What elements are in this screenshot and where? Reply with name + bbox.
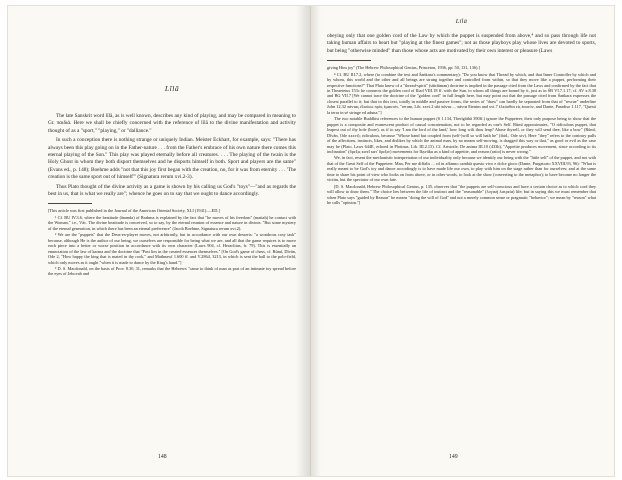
body-paragraph: The late Sanskrit word līlā, as is well known, describes any kind of playing, and may be compared in meaning to Gr. παιδιά. Here we shall be chiefly concerned with the reference of līlā to the divine manifestation and activity thought of as a "sport," "playing," or "dalliance." (48, 113, 296, 134)
footnote: ² We are the "puppets" that the Deus-ex-player moves, not arbitrarily, but in accordance with our own desserts: "a wondrous cosy task" because, although He is the author of our being, we ourselves are responsible for being what we are, and all that the game requires is to move each piece into a better or worse position in accordance with its own character (Laws 904, cf. Heraclitus, fr. 79). This is essentially an enunciation of the law of karma and the doctrine that "Past lies in the created essences themselves." [On God's game of chess, cf. Rūmī, Dīvān, Ode 2, "How happy the king that is mated in thy rook," and Mathnawī 1.600 ff. and V.2864, 3213, in which is sent the ball to the polo-field, which only moves as it ought "when it is made to dance by the King's hand."] (48, 232, 296, 265)
footnote: giving Him joy" (The Hebrew Philosophical Genius, Princeton, 1936, pp. 50, 131, 136).] (327, 65, 480, 71)
footnote-rule (48, 203, 92, 204)
left-page (8, 6, 311, 476)
running-head: Līlā (455, 18, 468, 25)
footnote: ⁴ Cf. BU III.7.2, where (to combine the text and Śaṅkara's commentary): "Do you know that Thread by which, and that Inner Controller by which and by whom, this world and the other and all beings are strung together and controlled from within, so that they move like a puppet, performing their respective functions?" That Plato knew of a "thread-spirit" (sūtrātman) doctrine is implied in the passage cited from the Laws and confirmed by the fact that in Theaetetus 153c he connects the golden cord of Iliad VIII.18 ff. with the Sun, to whom all things are bound by it, just as in ŚB VI.7.1.17; cf. AV x.8.38 and BG VII.7 [We cannot trace the doctrine of the "golden cord" in full length here, but may point out that the passage cited from Śaṅkara expresses the closest parallel to it; but that in this text, totally in middle and passive forms, the series of "draw" can hardly be separated from that of "rescue" underline John 12.32 πάντας ἑλκύσω πρὸς ἐμαυτόν, "rerum, Lib. xxvi.2 ubi πάντα ... πάντα Etenim and xvi.7 ἑλκύσθαι εἰς ἑαυτόν, and Dante, Paradiso 1.117, "Questi la terra in sé stringe ed aduna."] (327, 71, 596, 115)
body-paragraph: Thus Plato thought of the divine activity as a game is shown by his calling us God's "toys"—"and as regards the best in us, that is what we really are"; whence he goes on to say that we ought to dance accordingly. (48, 183, 296, 198)
page-number: 149 (449, 454, 458, 460)
body-paragraph: obeying only that one golden cord of the Law by which the puppet is suspended from above,⁴ and so pass through life not taking human affairs to heart but "playing at the finest games"; not as those playboys play whose lives are devoted to sports, but being "otherwise minded" than those whose acts are motivated by their own interest or pleasure (Laws (327, 33, 596, 54)
chapter-title: Līlā (164, 84, 180, 93)
right-page (311, 6, 614, 476)
footnote-rule (327, 60, 371, 61)
gutter-shadow (296, 6, 310, 476)
body-paragraph: In such a conception there is nothing strange or uniquely Indian. Meister Eckhart, for example, says: "There has always been this play going on in the Father-nature . . . from the Father's embrace of his own nature there comes this eternal playing of the Son." This play was played eternally before all creatures. . . . The playing of the twain is the Holy Ghost in whom they both disport themselves and he disports himself in both. Sport and players are the same" (Evans ed., p. 148); Boehme adds "not that this joy first began with the creation, no, for it was from eternity . . . 'The creation is the same sport out of himself'" (Signatura rerum xvi.2-3). (48, 137, 296, 181)
footnote: We, in fact, resent the mechanistic interpretation of our individuality only because we identify our being with the "little self" of the puppet, and not with that of the Great Self of the Puppeteer. Man, Per me diffalis ... cd in affanno cambià questo vivo e dolce gioco (Dante, Purgatorio XXVIII.93, 96): "What is really meant to be God's toy and dance accordingly is to have made life our own, to play with him on the stage rather than for ourselves; and at the same time to share his point of view who looks on from above, or in other words, to look at the show (converting to the metaphor); to have become no longer the victim, but the spectator of our own fate. (327, 155, 596, 183)
footnote: [This article was first published in the Journal of the American Oriental Society, XLI (1941).—ED.] (48, 208, 220, 214)
footnote: ¹ Cf. BU IV.3.6, where the beatitude (ānanda) of Brahma is explained by the fact that "he moves of his freedom" (mattaḥ) he contact with the Woman," i.e., Vāc. The divine beatitude is conceived, so to say, by the eternal reunion of essence and nature in divinis. "But some mystery of the eternal generation, in which there has been an eternal preference" (Jacob Boehme, Signatura rerum xvi.2). (48, 214, 296, 231)
page-number: 148 (158, 454, 167, 460)
gutter-shadow (311, 6, 321, 476)
book-spread (8, 6, 614, 476)
footnote: [D. S. Macdonald, Hebrew Philosophical Genius, p. 135, observes that "the puppets are self-conscious and have a certain choice as to which cord they will allow to draw them." The choice lies between the life of instinct and the "reasonable" (λογικὴ λατρεία) life; but in saying this we must remember that when Plato says "guided by Reason" he means "doing the will of God" and not a merely common sense or pragmatic "behavior"; we mean by "reason" what he calls "opinion."] (327, 183, 596, 206)
footnote: The two notable Buddhist references to the human puppet (S 1.134, Therīgāthā 390ff.) ignore the Puppeteer, their only purpose being to show that the puppet is a composite and evanescent product of causal concatenation, not to be regarded as one's Self. Rūmī approximates, "O ridiculous puppet, that leapest out of thy hole (bore), as if to say 'I am the lord of the land,' how long wilt thou leap? Abase thyself, or they will send thee, like a bow" (Rūmī, Dīvān, Ode xxxvi); ridiculous, because "Whose hand but coupled from (self-)will so will hath he" (ibid., Ode xiv). Here "they" refers to the contrary pulls of the affections, instincts, likes, and dislikes by which the animal man, by no means self-moving, is dragged this way or that," as good or evil as the case may be (Plato, Laws 644E, echoed in Plotinus, Lib. III.2.15). Cf. Aristotle, De anima III.10 (433b), "Appetite produces movement, since according to its inclination" (ὄρεξις κινεῖ κατ' ὄρεξιν) movements for Ikṣvāku as a kind of appetite, and reason (ratio) is never wrong." (327, 116, 596, 155)
footnote: ³ D. S. Macdonald, on the basis of Prov. 8.30, 31, remarks that the Hebrews "came to think of man as part of an intimate toy spread before the eyes of Jehovah and (48, 266, 296, 277)
